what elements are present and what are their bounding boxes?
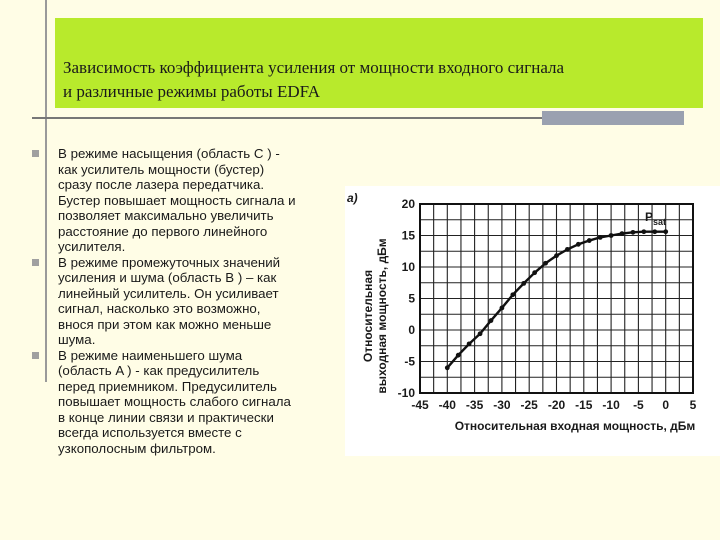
bullet-line: линейный усилитель. Он усиливает	[58, 285, 279, 301]
bullet-line: В режиме наименьшего шума	[58, 347, 243, 363]
data-point	[554, 253, 559, 258]
bullet-line: усиления и шума (область B ) – как	[58, 270, 277, 285]
bullet-line: расстояние до первого линейного	[58, 223, 268, 239]
gain-chart-svg	[345, 186, 720, 456]
bullet-line: всегда используется вместе с	[58, 425, 242, 440]
x-tick-label: -5	[633, 398, 644, 412]
x-axis-label: Относительная входная мощность, дБм	[454, 419, 696, 433]
bullet-line: в конце линии связи и практически	[58, 409, 274, 425]
x-tick-label: -10	[602, 398, 620, 412]
x-tick-label: -20	[547, 398, 566, 412]
divider-bar	[542, 111, 684, 125]
bullet-line: сразу после лазера передатчика.	[58, 177, 265, 192]
gain-chart	[345, 186, 720, 456]
data-point	[478, 331, 483, 336]
x-tick-label: -30	[493, 398, 511, 412]
bullet-line: В режиме промежуточных значений	[58, 254, 281, 270]
title-line-2: и различные режимы работы EDFA	[63, 82, 321, 101]
square-bullet-icon	[32, 259, 39, 266]
data-point	[456, 353, 461, 358]
data-point	[543, 261, 548, 266]
y-axis-label-line-1: Относительная	[361, 269, 375, 363]
data-point	[576, 242, 581, 247]
x-tick-label: 5	[689, 398, 697, 412]
data-point	[445, 365, 450, 370]
bullet-line: сигнал, насколько это возможно,	[58, 301, 261, 316]
bullet-line: узкополосным фильтром.	[58, 440, 216, 456]
square-bullet-icon	[32, 150, 39, 157]
bullet-item	[32, 146, 352, 255]
data-point	[500, 306, 505, 311]
panel-label: a)	[347, 191, 358, 205]
y-axis-label-line-2: выходная мощность, дБм	[375, 238, 389, 394]
data-point	[565, 247, 570, 252]
bullet-line: позволяет максимально увеличить	[58, 208, 274, 223]
x-tick-label: 0	[662, 398, 670, 412]
y-tick-label: 5	[408, 291, 415, 306]
slide-title	[63, 56, 693, 104]
data-point	[467, 341, 472, 346]
bullet-line: как усилитель мощности (бустер)	[58, 161, 265, 177]
bullet-list	[32, 146, 352, 456]
data-point	[587, 238, 592, 243]
bullet-line: Бустер повышает мощность сигнала и	[58, 192, 296, 208]
bullet-item	[32, 348, 352, 457]
bullet-line: В режиме насыщения (область C ) -	[58, 146, 280, 161]
bullet-line: внося при этом как можно меньше	[58, 316, 272, 332]
title-box	[55, 18, 703, 108]
x-tick-label: -15	[575, 398, 593, 412]
bullet-line: повышает мощность слабого сигнала	[58, 394, 291, 409]
y-tick-label: 20	[401, 197, 415, 211]
x-tick-label: -25	[520, 398, 538, 412]
data-point	[532, 270, 537, 275]
data-point	[631, 230, 636, 235]
bullet-line: усилителя.	[58, 239, 126, 254]
x-tick-label: -40	[438, 398, 456, 412]
data-point	[620, 231, 625, 236]
x-tick-label: -35	[465, 398, 484, 412]
bullet-line: перед приемником. Предусилитель	[58, 378, 277, 394]
data-point	[598, 235, 603, 240]
y-tick-label: -5	[404, 354, 415, 369]
data-point	[609, 233, 614, 238]
psat-annotation-sub: sat	[653, 217, 667, 227]
bullet-line: шума.	[58, 332, 96, 347]
y-tick-label: 10	[401, 260, 415, 274]
data-point	[521, 281, 526, 286]
square-bullet-icon	[32, 352, 39, 359]
bullet-item	[32, 255, 352, 348]
divider-line	[32, 117, 542, 119]
data-point	[489, 318, 494, 323]
bullet-line: (область A ) - как предусилитель	[58, 363, 260, 378]
x-tick-label: -45	[411, 398, 429, 412]
psat-annotation-main: P	[645, 210, 654, 224]
y-tick-label: -10	[397, 386, 415, 400]
data-point	[663, 229, 668, 234]
data-point	[641, 229, 646, 234]
y-tick-label: 0	[408, 323, 415, 337]
title-line-1: Зависимость коэффициента усиления от мощности входного сигнала	[63, 58, 565, 77]
data-point	[652, 229, 657, 234]
data-point	[510, 292, 515, 297]
y-tick-label: 15	[401, 228, 415, 243]
